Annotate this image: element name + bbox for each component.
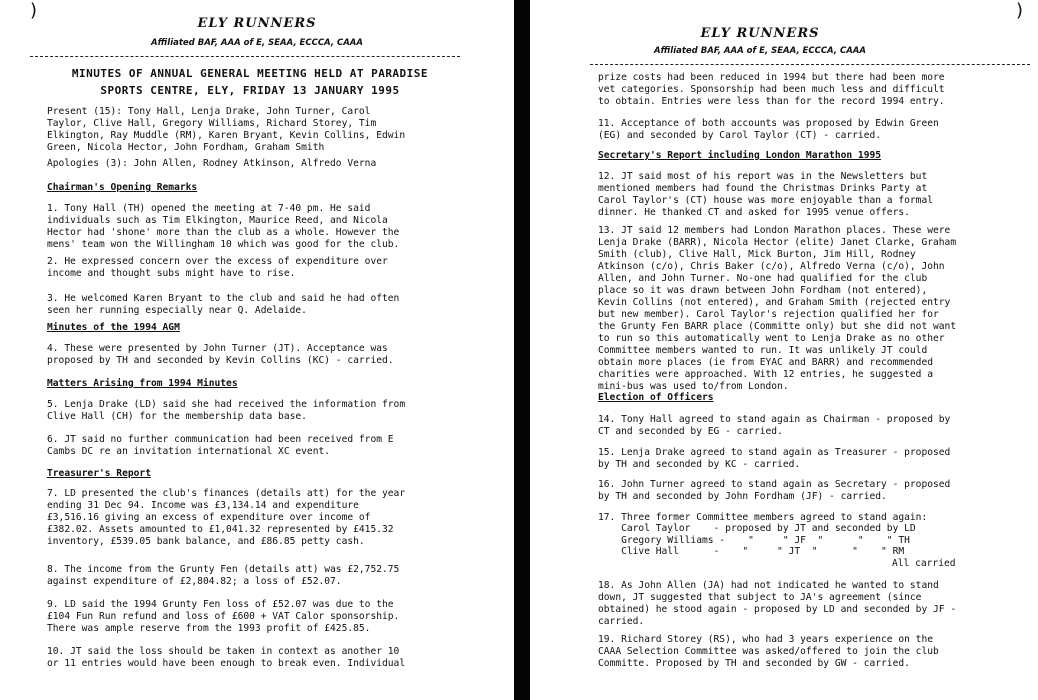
- item-13: 13. JT said 12 members had London Marathon places. These were Lenja Drake (BARR), Nicola Hector (elite) Janet Clarke, Graham Smith (club), Clive Hall, Mick Burton, Jim Hill, Rodney Atkinson (c/o), Chris Baker (c/o), Alfredo Verna (c/o), John Allen, and John Turner. No-one had qualified for the club place so it was drawn between John Fordham (not entered), Kevin Collins (not entered), and Graham Smith (rejected entry but new member). Carol Taylor's rejection qualified her for the Grunty Fen BARR place (Committe only) but she did not want to run so this automatically went to Lenja Drake as no other Committee members wanted to run. It was unlikely JT could obtain more places (ie from EYAC and BARR) and recommended charities were approached. With 12 entries, he suggested a mini-bus was used to/from London.: [598, 225, 957, 392]
- right-page: [530, 0, 1038, 700]
- apologies: Apologies (3): John Allen, Rodney Atkinson, Alfredo Verna: [47, 158, 377, 169]
- header-rule: [30, 56, 460, 57]
- binder-mark-left: ): [30, 0, 38, 21]
- item-5: 5. Lenja Drake (LD) said she had received the information from Clive Hall (CH) for the membership data base.: [47, 399, 406, 422]
- committee-row: Gregory Williams - " " JF " " " TH: [598, 534, 910, 546]
- item-12: 12. JT said most of his report was in the Newsletters but mentioned members had found the Christmas Drinks Party at Carol Taylor's (CT) house was more enjoyable than a formal dinner. He thanked CT and asked for 1995 venue offers.: [598, 171, 934, 218]
- club-name: ELY RUNNERS: [197, 16, 317, 31]
- committee-table: [598, 523, 916, 558]
- all-carried: All carried: [892, 558, 956, 569]
- item-1: 1. Tony Hall (TH) opened the meeting at 7-40 pm. He said individuals such as Tim Elkington, Maurice Reed, and Nicola Hector had 'shone' more than the club as a whole. However the mens' team won the Willingham 10 which was good for the club.: [47, 203, 400, 250]
- heading-matters-arising: Matters Arising from 1994 Minutes: [47, 378, 238, 389]
- item-19: 19. Richard Storey (RS), who had 3 years experience on the CAAA Selection Committee was asked/offered to join the club Committe. Proposed by TH and seconded by GW - carried.: [598, 634, 939, 669]
- left-page: [0, 0, 514, 700]
- header-rule: [590, 64, 1030, 65]
- heading-secretary: Secretary's Report including London Marathon 1995: [598, 150, 882, 161]
- item-10: 10. JT said the loss should be taken in context as another 10 or 11 entries would have been enough to break even. Individual: [47, 646, 406, 669]
- heading-chairman: Chairman's Opening Remarks: [47, 182, 198, 193]
- club-affiliation: Affiliated BAF, AAA of E, SEAA, ECCCA, CAAA: [654, 46, 866, 56]
- item-3: 3. He welcomed Karen Bryant to the club and said he had often seen her running especially near Q. Adelaide.: [47, 293, 400, 316]
- item-16: 16. John Turner agreed to stand again as Secretary - proposed by TH and seconded by John Fordham (JF) - carried.: [598, 479, 951, 502]
- item-7: 7. LD presented the club's finances (details att) for the year ending 31 Dec 94. Income was £3,134.14 and expenditure £3,516.16 giving an excess of expenditure over income of £382.02. Assets amounted to £1,041.32 represented by £415.32 inventory, £539.05 bank balance, and £86.85 petty cash.: [47, 488, 406, 547]
- heading-treasurer: Treasurer's Report: [47, 468, 151, 479]
- item-17-intro: 17. Three former Committee members agreed to stand again:: [598, 512, 928, 523]
- minutes-title-line1: MINUTES OF ANNUAL GENERAL MEETING HELD AT PARADISE: [71, 67, 429, 80]
- present-list: Present (15): Tony Hall, Lenja Drake, John Turner, Carol Taylor, Clive Hall, Gregory Williams, Richard Storey, Tim Elkington, Ray Muddle (RM), Karen Bryant, Kevin Collins, Edwin Green, Nicola Hector, John Fordham, Graham Smith: [47, 106, 406, 153]
- item-4: 4. These were presented by John Turner (JT). Acceptance was proposed by TH and seconded by Kevin Collins (KC) - carried.: [47, 343, 394, 366]
- club-affiliation: Affiliated BAF, AAA of E, SEAA, ECCCA, CAAA: [151, 38, 363, 48]
- item-9: 9. LD said the 1994 Grunty Fen loss of £52.07 was due to the £104 Fun Run refund and loss of £600 + VAT Calor sponsorship. There was ample reserve from the 1993 profit of £425.85.: [47, 599, 400, 634]
- item-2: 2. He expressed concern over the excess of expenditure over income and thought subs might have to rise.: [47, 256, 388, 279]
- committee-row: Carol Taylor - proposed by JT and seconded by LD: [598, 523, 916, 534]
- item-14: 14. Tony Hall agreed to stand again as Chairman - proposed by CT and seconded by EG - carried.: [598, 414, 951, 437]
- club-name: ELY RUNNERS: [700, 26, 820, 41]
- item-10-continued: prize costs had been reduced in 1994 but there had been more vet categories. Sponsorship had been much less and difficult to obtain. Entries were less than for the record 1994 entry.: [598, 72, 945, 107]
- heading-minutes: Minutes of the 1994 AGM: [47, 322, 180, 333]
- item-8: 8. The income from the Grunty Fen (details att) was £2,752.75 against expenditure of £2,804.82; a loss of £52.07.: [47, 564, 400, 587]
- item-15: 15. Lenja Drake agreed to stand again as Treasurer - proposed by TH and seconded by KC - carried.: [598, 447, 951, 470]
- binder-mark-right: ): [1016, 0, 1024, 21]
- item-11: 11. Acceptance of both accounts was proposed by Edwin Green (EG) and seconded by Carol Taylor (CT) - carried.: [598, 118, 939, 141]
- minutes-title-line2: SPORTS CENTRE, ELY, FRIDAY 13 JANUARY 1995: [100, 84, 400, 97]
- item-6: 6. JT said no further communication had been received from E Cambs DC re an invitation international XC event.: [47, 434, 394, 457]
- heading-election: Election of Officers: [598, 392, 714, 403]
- page-gutter: [514, 0, 530, 700]
- item-18: 18. As John Allen (JA) had not indicated he wanted to stand down, JT suggested that subject to JA's agreement (since obtained) he stood again - proposed by LD and seconded by JF - carried.: [598, 580, 957, 627]
- committee-row: Clive Hall - " " JT " " " RM: [598, 546, 905, 557]
